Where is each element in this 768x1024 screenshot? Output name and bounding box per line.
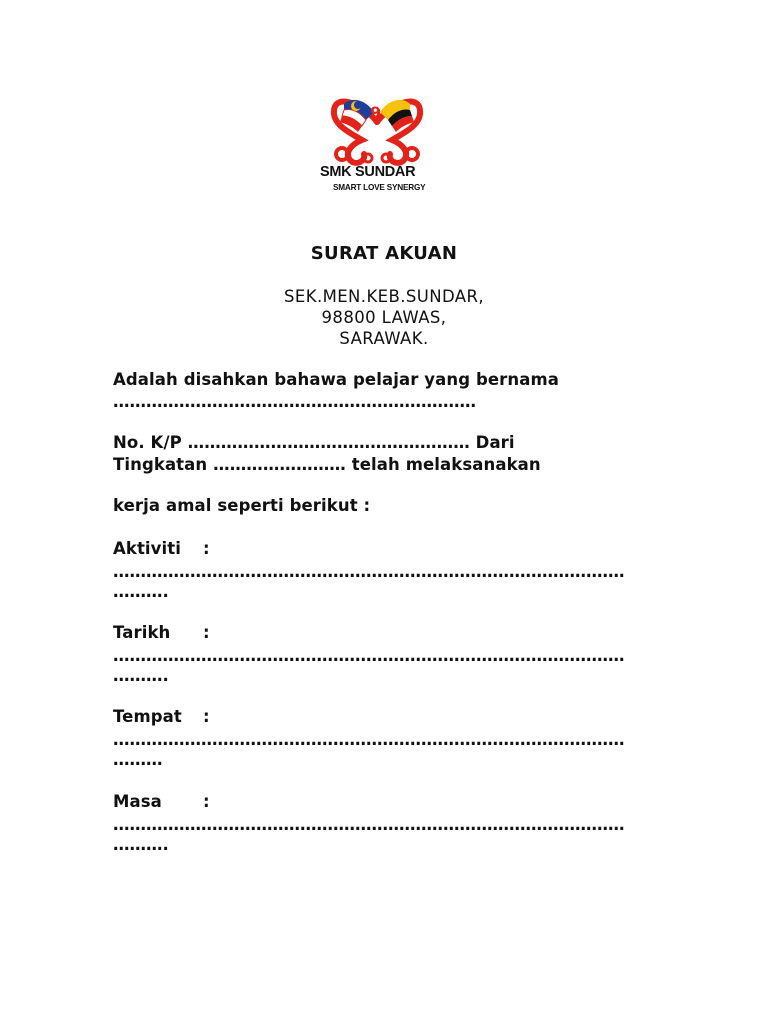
address-line-3: SARAWAK.	[339, 329, 429, 348]
school-motto: SMART LOVE SYNERGY	[333, 183, 426, 192]
field-aktiviti	[113, 539, 210, 558]
intro-line: Adalah disahkan bahawa pelajar yang bernama	[113, 370, 560, 389]
field-dots: ……….	[113, 835, 169, 854]
field-dots: …………………………………………………………………………………	[113, 646, 625, 665]
field-label: Tarikh	[113, 623, 171, 642]
document-title: SURAT AKUAN	[310, 243, 458, 264]
field-tempat	[113, 707, 210, 726]
field-colon: :	[203, 792, 210, 811]
address-line-2: 98800 LAWAS,	[321, 308, 447, 327]
field-dots: …………………………………………………………………………………	[113, 730, 625, 749]
field-masa	[113, 792, 210, 811]
field-label: Tempat	[113, 707, 182, 726]
field-colon: :	[203, 707, 210, 726]
field-dots: …………………………………………………………………………………	[113, 815, 625, 834]
heart-flag-logo-icon	[322, 82, 432, 168]
field-colon: :	[203, 539, 210, 558]
field-tarikh	[113, 623, 210, 642]
school-logo	[322, 82, 432, 168]
field-dots: …………………………………………………………………………………	[113, 562, 625, 581]
field-dots: ………	[113, 750, 163, 769]
kp-line: No. K/P …………………………………………… Dari	[113, 433, 515, 452]
field-label: Aktiviti	[113, 539, 182, 558]
address-line-1: SEK.MEN.KEB.SUNDAR,	[284, 287, 484, 306]
svg-text:9: 9	[370, 103, 382, 122]
field-colon: :	[203, 623, 210, 642]
field-dots: ……….	[113, 582, 169, 601]
school-name: SMK SUNDAR	[320, 164, 416, 180]
field-label: Masa	[113, 792, 162, 811]
tingkatan-line: Tingkatan …………………… telah melaksanakan	[113, 455, 541, 474]
field-dots: ……….	[113, 666, 169, 685]
kerja-line: kerja amal seperti berikut :	[113, 496, 371, 515]
name-dots: …………………………………………………………	[113, 392, 476, 411]
